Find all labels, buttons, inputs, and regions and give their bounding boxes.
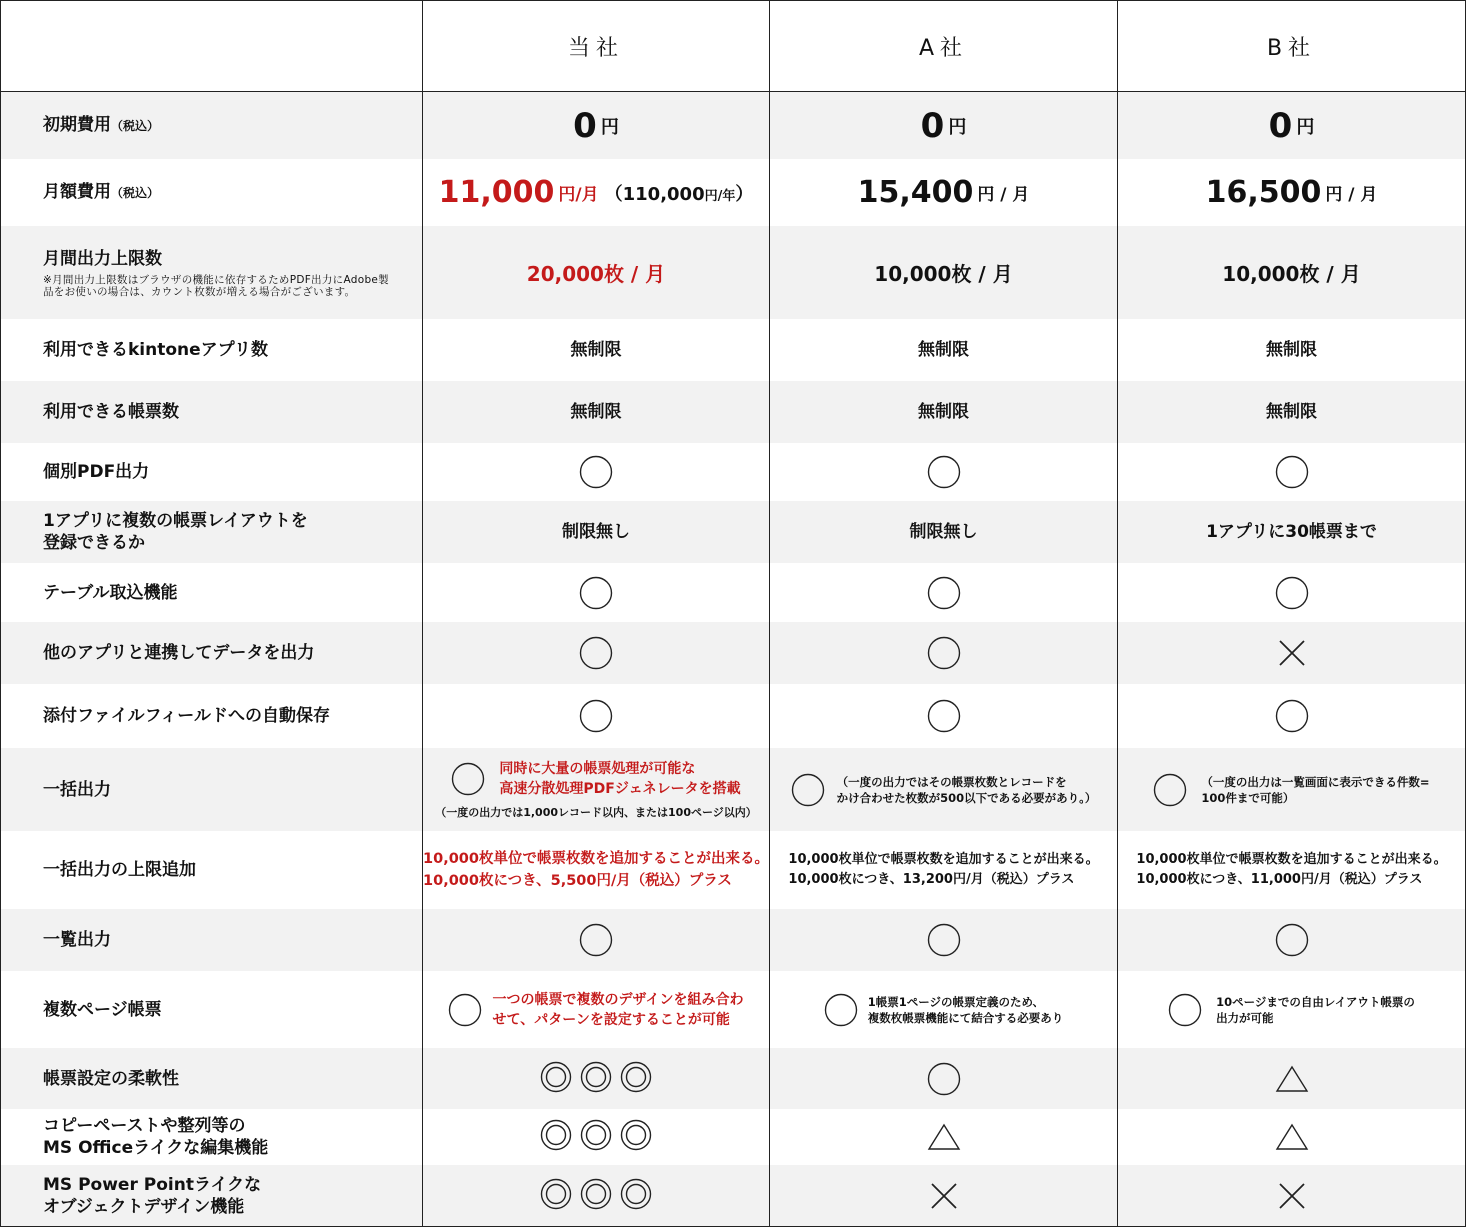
table-row-list-output [1, 909, 1465, 971]
table-row-attachment [1, 684, 1465, 748]
table-row-ms-office-edit [1, 1109, 1465, 1165]
bulk-output-a-note: （一度の出力ではその帳票枚数とレコードを かけ合わせた枚数が500以下である必要があり。） [836, 774, 1097, 805]
row-label: 一括出力の上限追加 [43, 860, 196, 880]
circle-icon [579, 923, 613, 957]
header-company-a [769, 1, 1117, 91]
multi-page-b-note: 10ページまでの自由レイアウト帳票の 出力が可能 [1216, 994, 1415, 1025]
bulk-limit-add-b: 10,000枚単位で帳票枚数を追加することが出来る。 10,000枚につき、11,000円/月（税込）プラス [1136, 852, 1447, 887]
circle-icon [791, 773, 825, 807]
double-circle-icon [620, 1061, 652, 1097]
circle-icon [579, 576, 613, 610]
bulk-limit-add-our: 10,000枚単位で帳票枚数を追加することが出来る。 10,000枚につき、5,500円/月（税込）プラス [423, 851, 769, 889]
header-company-a-label: A社 [918, 35, 969, 61]
row-label: 一覧出力 [43, 930, 111, 950]
row-label: 帳票設定の柔軟性 [43, 1068, 179, 1089]
row-label: 一括出力 [43, 779, 111, 800]
row-note: ※月間出力上限数はブラウザの機能に依存するためPDF出力にAdobe製品をお使いの場合は、カウント枚数が増える場合がございます。 [43, 273, 389, 298]
circle-icon [1275, 455, 1309, 489]
circle-icon [927, 636, 961, 670]
row-label: テーブル取込機能 [43, 582, 178, 603]
row-label: コピーペーストや整列等の MS Officeライクな編集機能 [43, 1116, 269, 1158]
cross-icon [1277, 1181, 1307, 1211]
multi-page-our-note: 一つの帳票で複数のデザインを組み合わ せて、パターンを設定することが可能 [492, 991, 744, 1028]
header-our-company [422, 1, 769, 91]
circle-icon [1168, 993, 1202, 1027]
cross-icon [1277, 638, 1307, 668]
cross-icon [929, 1181, 959, 1211]
monthly-limit-our: 20,000枚 / 月 [526, 262, 666, 286]
circle-icon [927, 923, 961, 957]
circle-icon [927, 455, 961, 489]
double-circle-icon [540, 1061, 652, 1097]
table-row-flexibility [1, 1048, 1465, 1109]
triangle-icon [927, 1122, 961, 1152]
row-label: 他のアプリと連携してデータを出力 [43, 643, 315, 663]
circle-icon [927, 1062, 961, 1096]
circle-icon [579, 455, 613, 489]
table-row-monthly-limit [1, 226, 1465, 319]
monthly-fee-a: 15,400 [857, 175, 974, 210]
double-circle-icon [540, 1119, 572, 1155]
circle-icon [1275, 923, 1309, 957]
table-row-initial-fee: 初期費用（税込） 0 円 0 円 0 円 [1, 92, 1465, 159]
circle-icon [1153, 773, 1187, 807]
row-label: 月間出力上限数 [43, 248, 162, 269]
row-label: 複数ページ帳票 [43, 999, 162, 1020]
double-circle-icon [580, 1178, 612, 1214]
row-label: 初期費用（税込） [43, 115, 160, 135]
table-row-kintone-apps: 利用できるkintoneアプリ数 無制限 無制限 無制限 [1, 319, 1465, 381]
table-row-ms-ppt-object [1, 1165, 1465, 1226]
bulk-output-our-note: 同時に大量の帳票処理が可能な 高速分散処理PDFジェネレータを搭載 [499, 760, 741, 797]
multi-page-a-note: 1帳票1ページの帳票定義のため、 複数枚帳票機能にて結合する必要あり [867, 994, 1064, 1025]
initial-fee-a: 0 [920, 105, 945, 146]
header-company-b [1117, 1, 1465, 91]
row-label: 利用できる帳票数 [43, 402, 179, 422]
header-company-b-label: B社 [1266, 35, 1317, 61]
circle-icon [824, 993, 858, 1027]
circle-icon [448, 993, 482, 1027]
monthly-fee-our: 11,000 [438, 175, 555, 210]
table-row-table-import [1, 563, 1465, 622]
table-row-multi-layout: 1アプリに複数の帳票レイアウトを 登録できるか 制限無し 制限無し 1アプリに30帳票まで [1, 501, 1465, 563]
header-our-company-label: 当社 [567, 35, 624, 61]
double-circle-icon [620, 1119, 652, 1155]
bulk-output-b-note: （一度の出力は一覧画面に表示できる件数= 100件まで可能） [1201, 774, 1430, 805]
table-row-bulk-limit-add [1, 831, 1465, 909]
triangle-icon [1275, 1064, 1309, 1094]
table-row-multi-page [1, 971, 1465, 1048]
circle-icon [927, 576, 961, 610]
monthly-limit-a: 10,000枚 / 月 [874, 262, 1013, 286]
double-circle-icon [540, 1178, 652, 1214]
table-row-other-app [1, 622, 1465, 684]
triangle-icon [1275, 1122, 1309, 1152]
double-circle-icon [540, 1061, 572, 1097]
row-label: 1アプリに複数の帳票レイアウトを 登録できるか [43, 511, 308, 553]
row-label: 利用できるkintoneアプリ数 [43, 340, 268, 360]
row-label: MS Power Pointライクな オブジェクトデザイン機能 [43, 1174, 262, 1217]
monthly-fee-b: 16,500 [1205, 175, 1322, 210]
initial-fee-b: 0 [1268, 105, 1293, 146]
circle-icon [579, 699, 613, 733]
table-header-row [1, 1, 1465, 92]
table-row-monthly-fee: 月額費用（税込） 11,000 円/月 （110,000円/年） 15,400 円 / 月 16,500 円 / 月 [1, 159, 1465, 226]
circle-icon [451, 762, 485, 796]
row-label: 個別PDF出力 [43, 462, 150, 482]
table-row-bulk-output: 一括出力 同時に大量の帳票処理が可能な 高速分散処理PDFジェネレータを搭載 （一度の出力では1,000レコード以内、または100ページ以内） （一度の出力ではその帳票枚数とレコードを かけ合わせた枚数が500以下である必要があり。） （一度の出力は一覧画面に表示できる件数= 100件まで可能） [1, 748, 1465, 831]
initial-fee-our: 0 [573, 105, 597, 146]
double-circle-icon [540, 1119, 652, 1155]
double-circle-icon [540, 1178, 572, 1214]
header-empty-cell [1, 1, 422, 91]
double-circle-icon [580, 1119, 612, 1155]
monthly-limit-b: 10,000枚 / 月 [1222, 262, 1361, 286]
double-circle-icon [620, 1178, 652, 1214]
table-row-forms-count: 利用できる帳票数 無制限 無制限 無制限 [1, 381, 1465, 443]
bulk-limit-add-a: 10,000枚単位で帳票枚数を追加することが出来る。 10,000枚につき、13,200円/月（税込）プラス [788, 852, 1099, 887]
circle-icon [579, 636, 613, 670]
circle-icon [1275, 699, 1309, 733]
table-row-pdf-output [1, 443, 1465, 501]
double-circle-icon [580, 1061, 612, 1097]
row-label: 添付ファイルフィールドへの自動保存 [43, 706, 330, 726]
row-label: 月額費用（税込） [43, 182, 160, 202]
circle-icon [1275, 576, 1309, 610]
circle-icon [927, 699, 961, 733]
